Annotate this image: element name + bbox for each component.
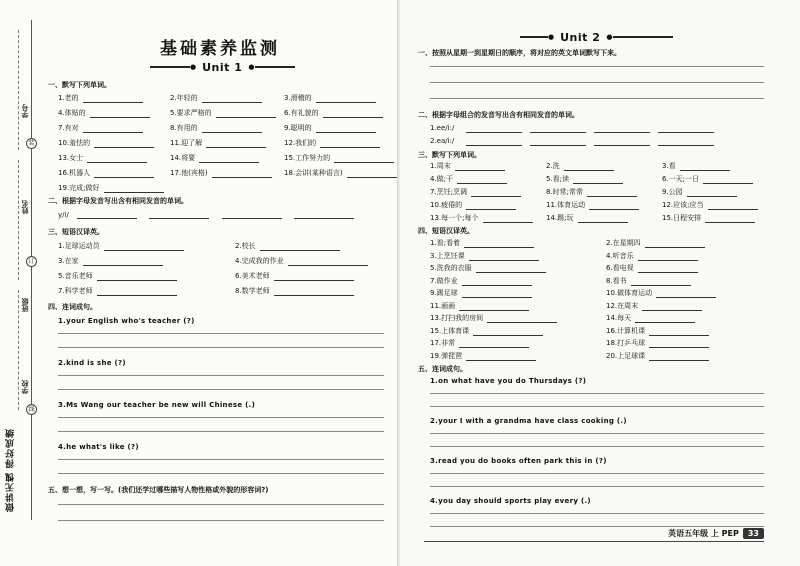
vocab-item [58, 108, 150, 118]
answer-blank[interactable] [212, 170, 272, 178]
vocab-item [284, 153, 394, 163]
item-label: 6.一天;一日 [662, 175, 700, 183]
item-label: 12.我们的 [284, 139, 317, 147]
item-label: 11.迎了解 [170, 139, 203, 147]
writing-line[interactable] [58, 389, 384, 390]
sentence-prompt: 4.he what's like (?) [58, 443, 139, 451]
vocab-item [58, 183, 164, 193]
answer-blank[interactable] [462, 278, 532, 286]
answer-blank[interactable] [459, 303, 529, 311]
writing-line[interactable] [430, 526, 764, 527]
item-label: 3.看 [662, 162, 676, 170]
answer-blank[interactable] [487, 315, 557, 323]
item-label: 8.有用的 [170, 124, 198, 132]
writing-line[interactable] [430, 66, 764, 67]
school-label: 学校 [21, 380, 29, 394]
l-s2-prompt-text: y/i/ [58, 211, 69, 219]
writing-line[interactable] [430, 98, 764, 99]
item-label: 4.体贴的 [58, 109, 86, 117]
item-label: 3.在家 [58, 257, 79, 265]
item-label: 17.非常 [430, 339, 456, 347]
item-label: 5.看;读 [546, 175, 570, 183]
answer-blank[interactable] [466, 353, 536, 361]
answer-blank[interactable] [274, 273, 354, 281]
sentence-prompt: 2.your I with a grandma have class cooking (.) [430, 417, 627, 425]
r-s4-heading: 四、短语汉译英。 [418, 227, 474, 235]
item-label: 16.机器人 [58, 169, 91, 177]
binding-line [31, 20, 32, 520]
answer-blank[interactable] [466, 145, 522, 146]
answer-blank[interactable] [638, 265, 698, 273]
writing-line[interactable] [430, 433, 764, 434]
unit1-title: Unit 1 [202, 60, 243, 74]
phrase-item [606, 288, 716, 298]
vocab-item [170, 168, 272, 178]
answer-blank[interactable] [649, 340, 709, 348]
vocab-item [546, 174, 623, 184]
phrase-item [430, 238, 534, 248]
phrase-item [430, 313, 557, 323]
item-label: 9.聪明的 [284, 124, 312, 132]
sentence-prompt: 1.your English who's teacher (?) [58, 317, 195, 325]
class-label: 班级 [21, 298, 29, 312]
item-label: 3.上烹饪课 [430, 251, 465, 260]
item-label: 7.科学老师 [58, 287, 93, 295]
sound-prompt: 1.ee/i:/ [430, 124, 455, 132]
item-label: 11.体育运动 [546, 201, 586, 209]
vocab-item [284, 123, 376, 133]
binding-mark: 订 [26, 256, 37, 267]
vocab-item [284, 108, 383, 118]
item-label: 6.看电视 [606, 264, 634, 272]
phrase-item [235, 241, 340, 251]
dot-icon: ● [190, 63, 197, 71]
vocab-item [430, 200, 516, 210]
phrase-item [58, 271, 177, 281]
writing-line[interactable] [58, 473, 384, 474]
writing-line[interactable] [58, 520, 384, 521]
item-label: 5.音乐老师 [58, 272, 93, 280]
answer-blank[interactable] [469, 253, 539, 261]
answer-blank[interactable] [649, 328, 709, 336]
item-label: 14.踢;玩 [546, 214, 574, 222]
item-label: 1.看;看着 [430, 239, 461, 247]
answer-blank[interactable] [294, 211, 354, 219]
answer-blank[interactable] [459, 340, 529, 348]
phrase-item [235, 271, 354, 281]
vocab-item [662, 200, 758, 210]
writing-line[interactable] [430, 446, 764, 447]
page-title: 基础素养监测 [160, 39, 280, 59]
answer-blank[interactable] [631, 278, 691, 286]
item-label: 13.每一个;每个 [430, 214, 479, 222]
writing-line[interactable] [430, 82, 764, 83]
item-label: 20.上足球课 [606, 351, 646, 360]
item-label: 13.打扫我的房间 [430, 314, 484, 322]
answer-blank[interactable] [473, 328, 543, 336]
item-label: 2.洗 [546, 162, 560, 170]
answer-blank[interactable] [705, 215, 755, 223]
phrase-item [58, 286, 177, 296]
answer-blank[interactable] [288, 258, 368, 266]
vocab-item [58, 153, 147, 163]
banner-bar [255, 66, 295, 68]
item-label: 10.做体育运动 [606, 289, 653, 297]
vocab-item [170, 123, 262, 133]
sentence-prompt: 4.you day should sports play every (.) [430, 497, 591, 505]
phrase-item [235, 256, 368, 266]
vocab-item [662, 174, 753, 184]
vocab-item [546, 200, 639, 210]
answer-blank[interactable] [708, 202, 758, 210]
sound-prompt: 2.ea/i:/ [430, 137, 455, 145]
vocab-item [662, 187, 737, 197]
answer-blank[interactable] [77, 211, 137, 219]
phrase-item [430, 338, 529, 348]
answer-blank[interactable] [642, 303, 702, 311]
l-s4-heading: 四、连词成句。 [48, 303, 97, 311]
vocab-item [170, 108, 276, 118]
r-s5-heading: 五、连词成句。 [418, 365, 467, 373]
answer-blank[interactable] [645, 240, 705, 248]
dashed-line [18, 30, 19, 150]
phrase-item [430, 251, 539, 261]
answer-blank[interactable] [635, 315, 695, 323]
writing-line[interactable] [430, 406, 764, 407]
sentence-prompt: 3.read you do books often park this in (?) [430, 457, 607, 465]
phrase-item [606, 263, 698, 273]
unit1-banner [150, 60, 295, 74]
vocab-item [546, 213, 628, 223]
item-label: 1.老的 [58, 94, 79, 102]
r-s1-heading: 一、按照从星期一到星期日的顺序，将对应的英文单词默写下来。 [418, 49, 621, 57]
item-label: 3.滑稽的 [284, 94, 312, 102]
vocab-item [546, 161, 614, 171]
item-label: 4.完成我的作业 [235, 257, 284, 265]
item-label: 8.看书 [606, 276, 627, 285]
vocab-item [58, 138, 154, 148]
writing-line[interactable] [430, 486, 764, 487]
vocab-item [662, 161, 730, 171]
item-label: 5.洗我的衣服 [430, 264, 472, 272]
banner-bar [613, 36, 673, 38]
answer-blank[interactable] [83, 125, 143, 133]
answer-blank[interactable] [97, 288, 177, 296]
answer-blank[interactable] [466, 132, 522, 133]
item-label: 18.会讲(某种语言) [284, 169, 343, 177]
answer-blank[interactable] [573, 176, 623, 184]
phrase-item [430, 351, 536, 361]
answer-blank[interactable] [638, 253, 698, 261]
item-label: 1.周末 [430, 162, 451, 170]
answer-blank[interactable] [274, 288, 354, 296]
dot-icon: ● [548, 33, 555, 41]
l-s5-heading: 五、想一想，写一写。(我们还学过哪些描写人物性格或外貌的形容词?) [48, 486, 269, 494]
writing-line[interactable] [58, 333, 384, 334]
writing-line[interactable] [58, 347, 384, 348]
phrase-item [58, 256, 163, 266]
answer-blank[interactable] [260, 243, 340, 251]
item-label: 8.时常;常常 [546, 188, 584, 196]
phrase-item [606, 351, 709, 361]
footer-rule [424, 541, 764, 542]
student-number-label: 学号 [21, 104, 29, 118]
answer-blank[interactable] [680, 163, 730, 171]
answer-blank[interactable] [455, 163, 505, 171]
item-label: 5.要求严格的 [170, 109, 212, 117]
vocab-item [430, 174, 507, 184]
r-s2-heading: 二、根据字母组合的发音写出含有相同发音的单词。 [418, 111, 579, 119]
answer-blank[interactable] [578, 215, 628, 223]
answer-blank[interactable] [483, 215, 533, 223]
writing-line[interactable] [58, 431, 384, 432]
item-label: 4.做;干 [430, 175, 454, 183]
item-label: 19.弹琵琶 [430, 351, 463, 360]
dot-icon: ● [606, 33, 613, 41]
answer-blank[interactable] [90, 110, 150, 118]
answer-blank[interactable] [222, 211, 282, 219]
sentence-prompt: 3.Ms Wang our teacher be new will Chinese (.) [58, 401, 256, 409]
binding-margin [0, 0, 48, 566]
writing-line[interactable] [58, 504, 384, 505]
answer-blank[interactable] [104, 185, 164, 193]
item-label: 2.在星期四 [606, 239, 641, 247]
item-label: 17.他(宾格) [170, 169, 208, 177]
vocab-item [546, 187, 637, 197]
phrase-item [606, 326, 709, 336]
answer-blank[interactable] [594, 132, 650, 133]
sentence-prompt: 1.on what have you do Thursdays (?) [430, 377, 587, 385]
answer-blank[interactable] [202, 95, 262, 103]
l-s2-heading: 二、根据字母发音写出含有相同发音的单词。 [48, 197, 188, 205]
answer-blank[interactable] [94, 170, 154, 178]
answer-blank[interactable] [687, 189, 737, 197]
phrase-item [606, 313, 695, 323]
banner-bar [520, 36, 548, 38]
phrase-item [606, 276, 691, 286]
item-label: 6.美术老师 [235, 272, 270, 280]
answer-blank[interactable] [658, 145, 714, 146]
vocab-item [170, 138, 266, 148]
item-label: 4.听音乐 [606, 251, 634, 260]
l-s3-heading: 三、短语汉译英。 [48, 228, 104, 236]
answer-blank[interactable] [466, 202, 516, 210]
r-s3-heading: 三、默写下列单词。 [418, 151, 481, 159]
unit2-banner [520, 30, 673, 44]
phrase-item [430, 288, 532, 298]
item-label: 2.年轻的 [170, 94, 198, 102]
unit2-title: Unit 2 [560, 30, 601, 44]
phrase-item [606, 251, 698, 261]
page-number: 33 [743, 528, 764, 539]
phrase-item [606, 338, 709, 348]
phrase-item [606, 238, 705, 248]
writing-line[interactable] [58, 459, 384, 460]
answer-blank[interactable] [83, 95, 143, 103]
answer-blank[interactable] [97, 273, 177, 281]
item-label: 1.足球运动员 [58, 242, 100, 250]
phrase-item [430, 326, 543, 336]
answer-blank[interactable] [589, 202, 639, 210]
item-label: 8.数学老师 [235, 287, 270, 295]
writing-line[interactable] [58, 375, 384, 376]
phrase-item [58, 241, 184, 251]
vocab-item [430, 161, 505, 171]
answer-blank[interactable] [471, 189, 521, 197]
item-label: 16.计算机课 [606, 326, 646, 335]
answer-blank[interactable] [530, 132, 586, 133]
item-label: 9.公园 [662, 188, 683, 196]
writing-line[interactable] [430, 393, 764, 394]
item-label: 11.画画 [430, 301, 456, 310]
item-label: 7.有对 [58, 124, 79, 132]
answer-blank[interactable] [587, 189, 637, 197]
answer-blank[interactable] [104, 243, 184, 251]
vocab-item [662, 213, 755, 223]
item-label: 18.打乒乓球 [606, 339, 646, 347]
answer-blank[interactable] [323, 110, 383, 118]
banner-bar [150, 66, 190, 68]
item-label: 10.疲倦的 [430, 201, 463, 209]
answer-blank[interactable] [320, 140, 380, 148]
answer-blank[interactable] [658, 132, 714, 133]
l-s2-prompt [58, 211, 354, 219]
right-page [400, 0, 800, 566]
binding-mark: 线 [26, 404, 37, 415]
answer-blank[interactable] [83, 258, 163, 266]
item-label: 13.女士 [58, 154, 84, 162]
answer-blank[interactable] [316, 95, 376, 103]
answer-blank[interactable] [530, 145, 586, 146]
item-label: 15.日程安排 [662, 214, 702, 222]
phrase-item [430, 301, 529, 311]
answer-blank[interactable] [462, 290, 532, 298]
item-label: 15.上体育课 [430, 326, 470, 335]
vocab-item [284, 138, 380, 148]
vocab-item [430, 213, 533, 223]
answer-blank[interactable] [216, 110, 276, 118]
vocab-item [58, 93, 143, 103]
item-label: 12.在周末 [606, 301, 639, 310]
item-label: 7.烹饪;烹调 [430, 188, 468, 196]
item-label: 9.踢足球 [430, 289, 458, 297]
vocab-item [170, 93, 262, 103]
dot-icon: ● [248, 63, 255, 71]
dashed-line [18, 160, 19, 280]
sentence-prompt: 2.kind is she (?) [58, 359, 126, 367]
phrase-item [430, 276, 532, 286]
vocab-item [284, 168, 407, 178]
answer-blank[interactable] [149, 211, 209, 219]
l-s1-heading: 一、默写下列单词。 [48, 81, 111, 89]
answer-blank[interactable] [202, 125, 262, 133]
item-label: 6.有礼貌的 [284, 109, 319, 117]
item-label: 2.校长 [235, 242, 256, 250]
vocab-item [58, 123, 143, 133]
footer-label: 英语五年级 上 PEP [668, 529, 739, 538]
vocab-item [170, 153, 259, 163]
item-label: 10.羞怯的 [58, 139, 91, 147]
item-label: 14.每天 [606, 314, 632, 322]
answer-blank[interactable] [316, 125, 376, 133]
slogan: 做讲无愧 得好成绩 [6, 428, 16, 513]
item-label: 7.做作业 [430, 276, 458, 285]
writing-line[interactable] [430, 473, 764, 474]
answer-blank[interactable] [594, 145, 650, 146]
answer-blank[interactable] [94, 140, 154, 148]
vocab-item [430, 187, 521, 197]
item-label: 19.完成;做好 [58, 184, 100, 192]
vocab-item [58, 168, 154, 178]
phrase-item [430, 263, 546, 273]
phrase-item [235, 286, 354, 296]
page-footer [668, 528, 764, 539]
answer-blank[interactable] [334, 155, 394, 163]
answer-blank[interactable] [464, 240, 534, 248]
answer-blank[interactable] [476, 265, 546, 273]
vocab-item [284, 93, 376, 103]
dashed-line [18, 290, 19, 410]
answer-blank[interactable] [656, 290, 716, 298]
answer-blank[interactable] [649, 353, 709, 361]
item-label: 14.将要 [170, 154, 196, 162]
answer-blank[interactable] [206, 140, 266, 148]
binding-mark: 装 [26, 138, 37, 149]
item-label: 12.应该;应当 [662, 201, 704, 209]
answer-blank[interactable] [703, 176, 753, 184]
answer-blank[interactable] [457, 176, 507, 184]
name-label: 姓名 [21, 200, 29, 214]
answer-blank[interactable] [87, 155, 147, 163]
writing-line[interactable] [430, 513, 764, 514]
writing-line[interactable] [58, 417, 384, 418]
answer-blank[interactable] [564, 163, 614, 171]
item-label: 15.工作努力的 [284, 154, 331, 162]
answer-blank[interactable] [199, 155, 259, 163]
phrase-item [606, 301, 702, 311]
